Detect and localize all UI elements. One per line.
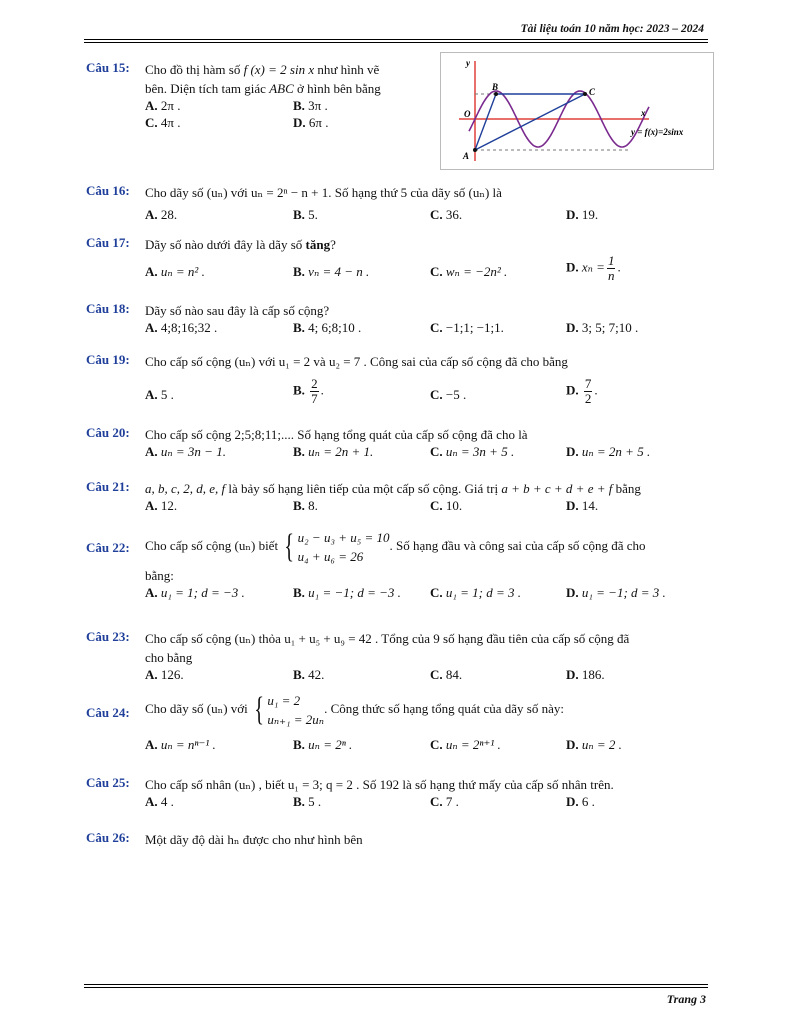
option-b: B. 4; 6;8;10 . [293, 320, 362, 335]
option-c: C. −1;1; −1;1. [430, 320, 504, 335]
question-label: Câu 22: [86, 540, 130, 555]
equation-system: { u₂ − u₃ + u₅ = 10 u₄ + u₆ = 26 [284, 528, 390, 565]
option-d: D. 14. [566, 498, 599, 513]
question-stem: Cho cấp số cộng (uₙ) biết { u₂ − u₃ + u₅ = 10 u₄ + u₆ = 26 . Số hạng đầu và công sai của cấp số cộng đã cho bằng: [145, 528, 646, 583]
option-b: B. u₁ = −1; d = −3 . [293, 585, 401, 600]
question-16 [86, 183, 708, 225]
question-label: Câu 17: [86, 235, 130, 250]
option-c: C. 84. [430, 667, 463, 682]
option-a: A. 12. [145, 498, 178, 513]
option-a: A. 5 . [145, 387, 174, 402]
option-a: A. uₙ = nⁿ⁻¹ . [145, 737, 216, 752]
option-d: D. 186. [566, 667, 605, 682]
option-b: B. 5. [293, 207, 318, 222]
label-c: C [589, 87, 596, 97]
options-row [145, 667, 708, 685]
options-row [145, 737, 708, 755]
question-stem: Cho cấp số nhân (uₙ) , biết u₁ = 3; q = 2 . Số 192 là số hạng thứ mấy của cấp số nhân trên. [145, 777, 614, 792]
sine-graph-figure [440, 52, 714, 170]
question-label: Câu 20: [86, 425, 130, 440]
question-18 [86, 301, 708, 338]
option-b: B. uₙ = 2n + 1. [293, 444, 374, 459]
question-20 [86, 425, 708, 462]
option-d: D. 6 . [566, 794, 595, 809]
equation-system: { u₁ = 2 uₙ₊₁ = 2uₙ [254, 691, 325, 728]
option-c: C. wₙ = −2n² . [430, 264, 508, 279]
question-23 [86, 629, 708, 685]
option-c: C. 4π . [145, 115, 181, 130]
question-stem: Dãy số nào dưới đây là dãy số tăng? [145, 237, 336, 252]
option-b: B. $\frac{2}{7}$ . [293, 376, 324, 406]
options-row [145, 794, 708, 812]
option-a: A. u₁ = 1; d = −3 . [145, 585, 245, 600]
option-c: C. 10. [430, 498, 463, 513]
question-26 [86, 830, 708, 849]
header-rule [84, 39, 708, 40]
option-a: A. 4;8;16;32 . [145, 320, 218, 335]
question-stem: Cho dãy số (uₙ) với { u₁ = 2 uₙ₊₁ = 2uₙ . Công thức số hạng tổng quát của dãy số này: [145, 691, 564, 728]
options-row [145, 320, 708, 338]
option-b: B. vₙ = 4 − n . [293, 264, 370, 279]
footer-rule-2 [84, 987, 708, 988]
question-19 [86, 352, 708, 409]
question-stem: Cho cấp số cộng (uₙ) thỏa u₁ + u₅ + u₉ = 42 . Tổng của 9 số hạng đầu tiên của cấp số cộng đã cho bằng [145, 631, 630, 665]
stem-text: ở hình bên bằng [297, 81, 381, 96]
stem-text: Cho đồ thị hàm số [145, 62, 241, 77]
page-number: Trang 3 [666, 992, 706, 1006]
question-label: Câu 23: [86, 629, 130, 644]
question-25 [86, 775, 708, 812]
sine-graph-svg [441, 53, 713, 169]
label-b: B [492, 82, 499, 92]
question-label: Câu 21: [86, 479, 130, 494]
option-d: D. u₁ = −1; d = 3 . [566, 585, 666, 600]
option-b: B. 42. [293, 667, 325, 682]
option-b: B. 8. [293, 498, 318, 513]
question-24 [86, 691, 708, 755]
option-d: D. 3; 5; 7;10 . [566, 320, 639, 335]
header-rule-2 [84, 42, 708, 43]
label-y: y [466, 58, 470, 68]
option-c: C. uₙ = 2ⁿ⁺¹ . [430, 737, 501, 752]
stem-math: ABC [269, 81, 294, 96]
question-label: Câu 19: [86, 352, 130, 367]
question-label: Câu 24: [86, 705, 130, 720]
question-label: Câu 18: [86, 301, 130, 316]
question-stem: a, b, c, 2, d, e, f là bảy số hạng liên tiếp của một cấp số cộng. Giá trị a + b + c + d + e + f bằng [145, 481, 641, 496]
label-x: x [641, 108, 646, 118]
option-d: D. 6π . [293, 115, 329, 130]
stem-text: như hình vẽ [317, 62, 380, 77]
question-stem: Cho cấp số cộng (uₙ) với u₁ = 2 và u₂ = 7 . Công sai của cấp số cộng đã cho bằng [145, 354, 568, 369]
point-c [583, 92, 587, 96]
options-row [145, 207, 708, 225]
option-d: D. uₙ = 2 . [566, 737, 622, 752]
option-d: D. 19. [566, 207, 599, 222]
question-label: Câu 15: [86, 60, 130, 75]
option-c: C. −5 . [430, 387, 467, 402]
question-label: Câu 25: [86, 775, 130, 790]
option-b: B. uₙ = 2ⁿ . [293, 737, 353, 752]
option-a: A. 28. [145, 207, 178, 222]
question-stem: Cho cấp số cộng 2;5;8;11;.... Số hạng tổng quát của cấp số cộng đã cho là [145, 427, 528, 442]
question-stem: Cho dãy số (uₙ) với uₙ = 2ⁿ − n + 1. Số hạng thứ 5 của dãy số (uₙ) là [145, 185, 502, 200]
question-22 [86, 528, 708, 603]
footer-rule [84, 984, 708, 985]
question-label: Câu 16: [86, 183, 130, 198]
options-row [145, 585, 708, 603]
stem-text: bên. Diện tích tam giác [145, 81, 266, 96]
option-a: A. 126. [145, 667, 184, 682]
options-row [145, 444, 708, 462]
option-d: D. uₙ = 2n + 5 . [566, 444, 651, 459]
question-stem [145, 60, 439, 98]
question-21 [86, 479, 708, 516]
option-b: B. 3π . [293, 98, 328, 113]
option-c: C. u₁ = 1; d = 3 . [430, 585, 522, 600]
label-o: O [464, 109, 471, 119]
question-stem: Một dãy độ dài hₙ được cho như hình bên [145, 832, 363, 847]
label-a: A [463, 151, 470, 161]
question-17 [86, 235, 708, 286]
point-b [494, 92, 498, 96]
option-b: B. 5 . [293, 794, 322, 809]
curve-label: y = f(x)=2sinx [631, 127, 684, 137]
option-a: A. 4 . [145, 794, 174, 809]
option-a: A. uₙ = 3n − 1. [145, 444, 226, 459]
options-row [145, 498, 708, 516]
header-title: Tài liệu toán 10 năm học: 2023 – 2024 [520, 23, 704, 35]
option-a: A. uₙ = n² . [145, 264, 205, 279]
question-stem: Dãy số nào sau đây là cấp số cộng? [145, 303, 330, 318]
point-a [473, 148, 477, 152]
question-label: Câu 26: [86, 830, 130, 845]
option-c: C. 7 . [430, 794, 459, 809]
stem-math: f (x) = 2 sin x [243, 62, 315, 77]
option-d: D. $\frac{7}{2}$ . [566, 376, 598, 406]
options-row [145, 376, 708, 409]
options-row [145, 253, 708, 286]
option-a: A. 2π . [145, 98, 181, 113]
option-c: C. 36. [430, 207, 463, 222]
option-d: D. xₙ = $\frac{1}{n}$ . [566, 253, 621, 283]
option-c: C. uₙ = 3n + 5 . [430, 444, 515, 459]
